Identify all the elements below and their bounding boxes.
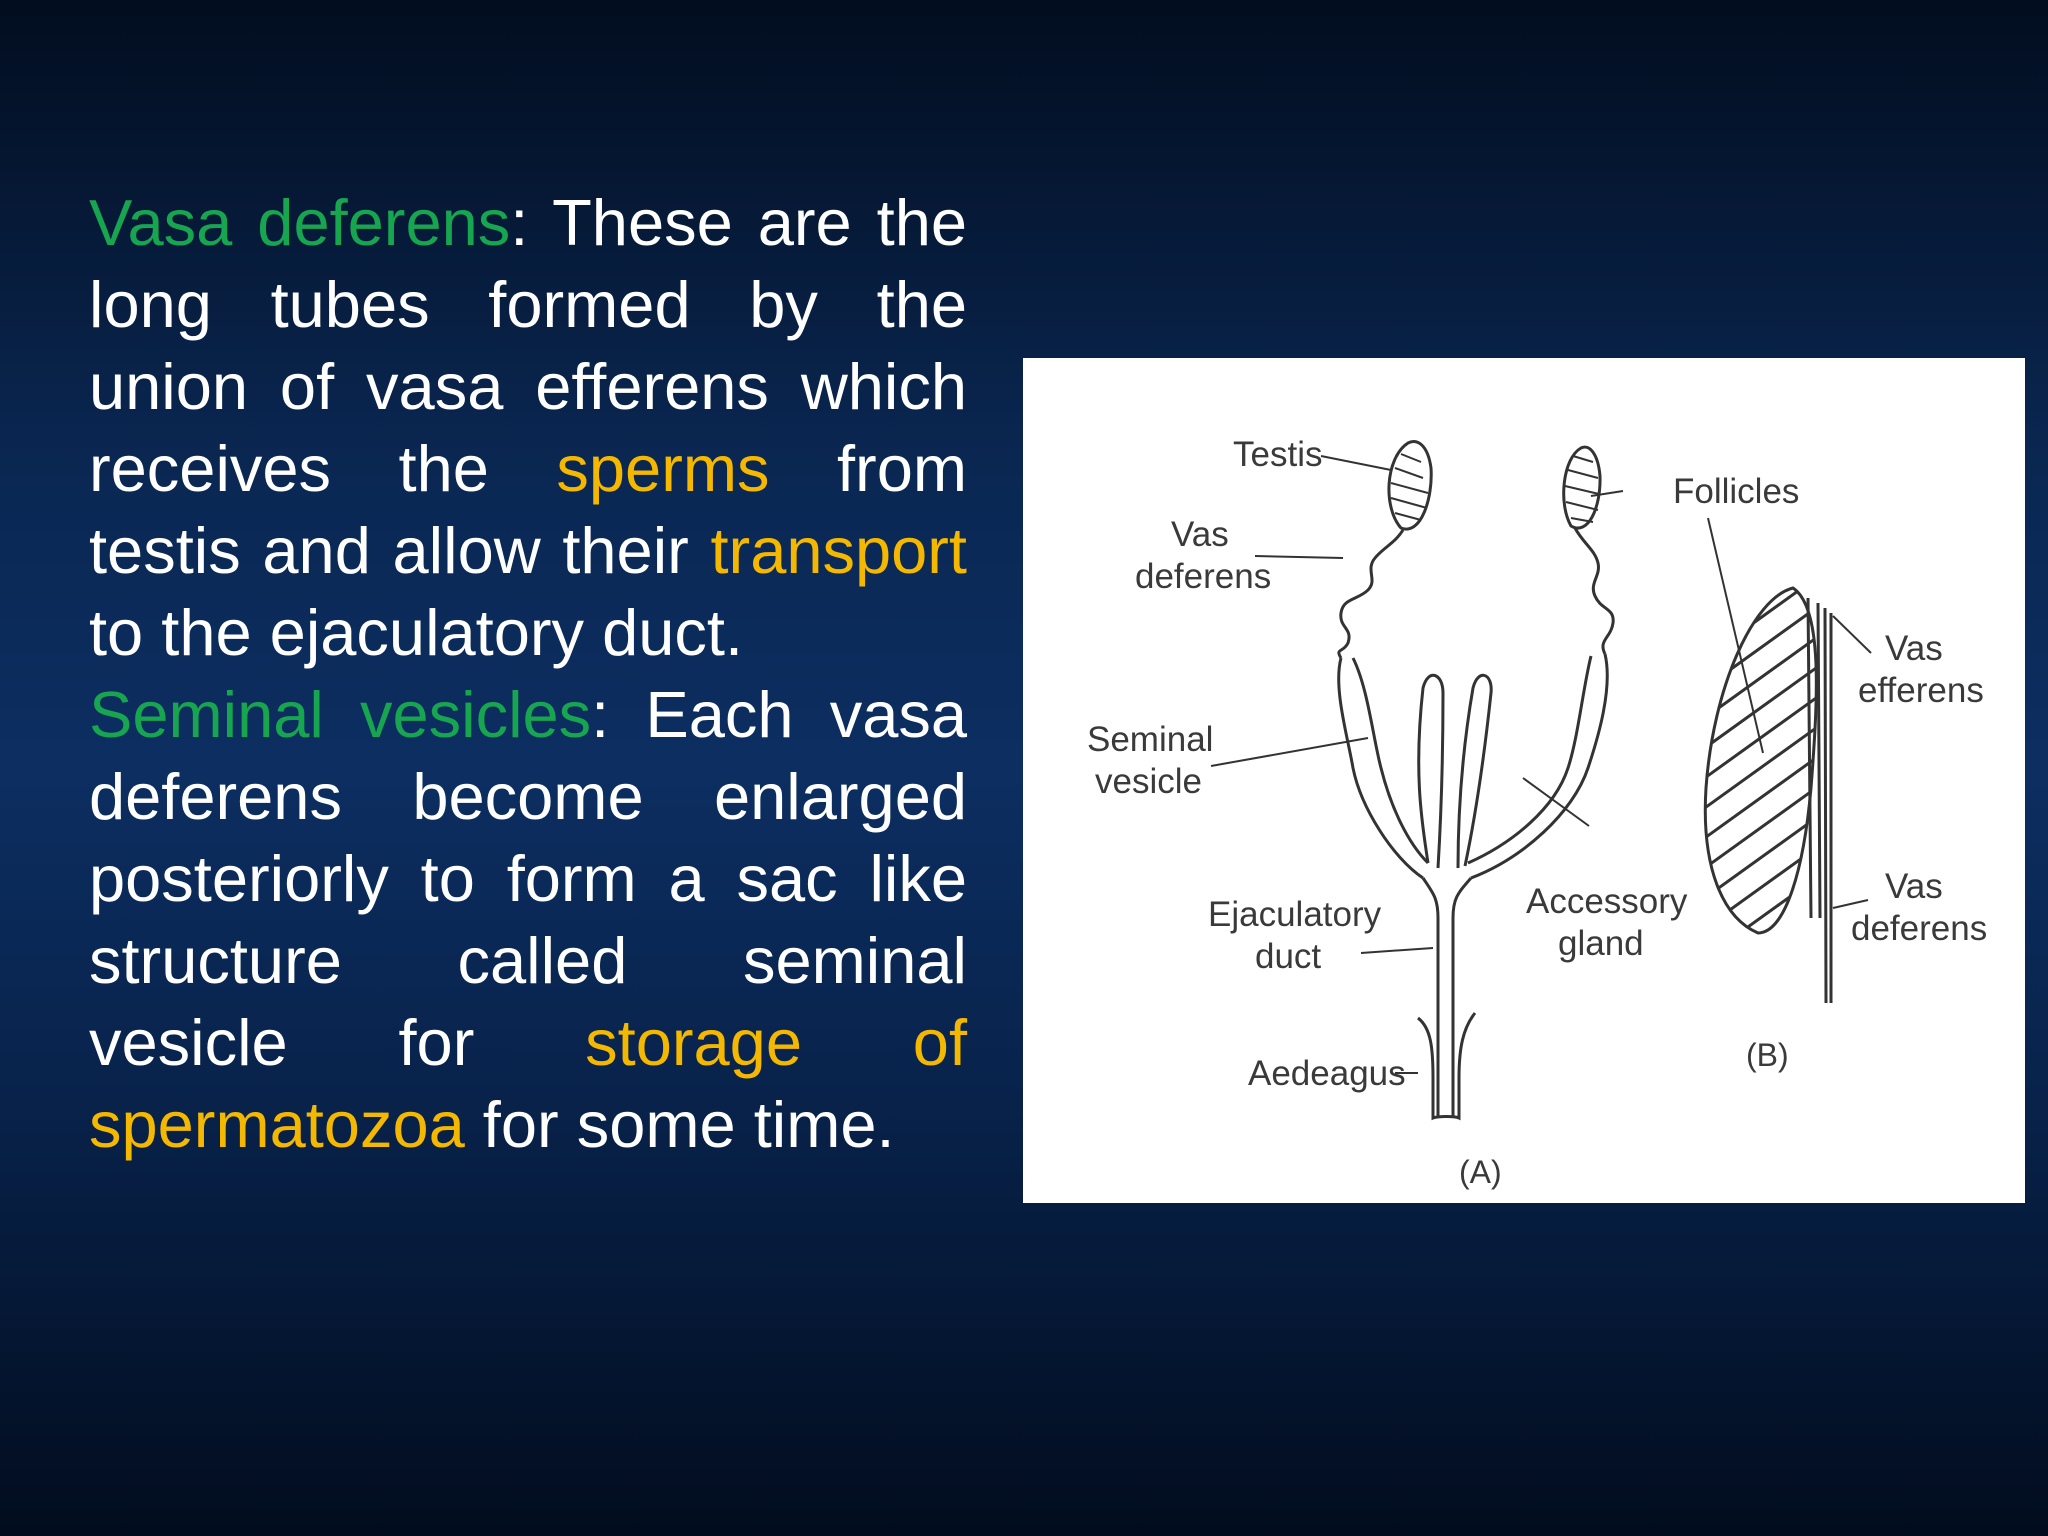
left-seminal-vesicle [1339, 658, 1428, 878]
paragraph-text: from testis and allow their [89, 432, 968, 587]
right-seminal-vesicle [1468, 654, 1607, 878]
label-accessory-gland-line2: gland [1558, 924, 1644, 963]
label-vas-deferens-b-line2: deferens [1851, 909, 1988, 948]
label-vas-efferens-b-line2: efferens [1858, 671, 1984, 710]
label-seminal-vesicle-line2: vesicle [1095, 762, 1202, 801]
highlight-storage: storage of spermatozoa [89, 1006, 967, 1161]
colon: : [510, 186, 529, 259]
label-vas-deferens-line2: deferens [1135, 557, 1272, 596]
label-vas-deferens-line1: Vas [1171, 515, 1229, 554]
highlight-transport: transport [710, 514, 967, 587]
label-vas-deferens-b-line1: Vas [1885, 867, 1943, 906]
left-accessory-gland [1419, 675, 1443, 868]
caption-b: (B) [1746, 1037, 1789, 1073]
highlight-sperms: sperms [556, 432, 770, 505]
right-vas-deferens-tube [1575, 528, 1613, 654]
label-vas-efferens-b-line1: Vas [1885, 629, 1943, 668]
reproductive-system-figure [1023, 358, 2025, 1203]
slide-text [89, 182, 967, 1166]
right-testis-shape [1564, 447, 1600, 528]
colon: : [591, 678, 610, 751]
label-follicles: Follicles [1673, 472, 1800, 511]
anatomy-diagram [1023, 358, 2025, 1203]
right-accessory-gland [1458, 675, 1491, 868]
label-ejaculatory-duct-line1: Ejaculatory [1208, 895, 1382, 934]
ejaculatory-duct [1423, 878, 1471, 1118]
vasa-deferens-paragraph [89, 182, 967, 674]
left-vas-deferens-tube [1339, 530, 1403, 658]
term-vasa-deferens: Vasa deferens [89, 186, 511, 259]
paragraph-text: for some time. [464, 1088, 895, 1161]
paragraph-text: Each vasa deferens become enlarged posteriorly to form a sac like structure called seminal vesicle for [89, 678, 967, 1079]
seminal-vesicles-paragraph [89, 674, 967, 1166]
label-seminal-vesicle-line1: Seminal [1087, 720, 1214, 759]
caption-a: (A) [1459, 1154, 1502, 1190]
label-aedeagus: Aedeagus [1248, 1054, 1406, 1093]
figure-b-testis [1663, 573, 1831, 1003]
label-testis: Testis [1233, 435, 1323, 474]
aedeagus-shape [1418, 1013, 1475, 1118]
label-ejaculatory-duct-line2: duct [1255, 937, 1322, 976]
left-testis-shape [1389, 442, 1431, 530]
term-seminal-vesicles: Seminal vesicles [89, 678, 592, 751]
paragraph-text: to the ejaculatory duct. [89, 596, 743, 669]
paragraph-text: These are the long tubes formed by the union of vasa efferens which receives the [89, 186, 967, 505]
label-accessory-gland-line1: Accessory [1526, 882, 1688, 921]
